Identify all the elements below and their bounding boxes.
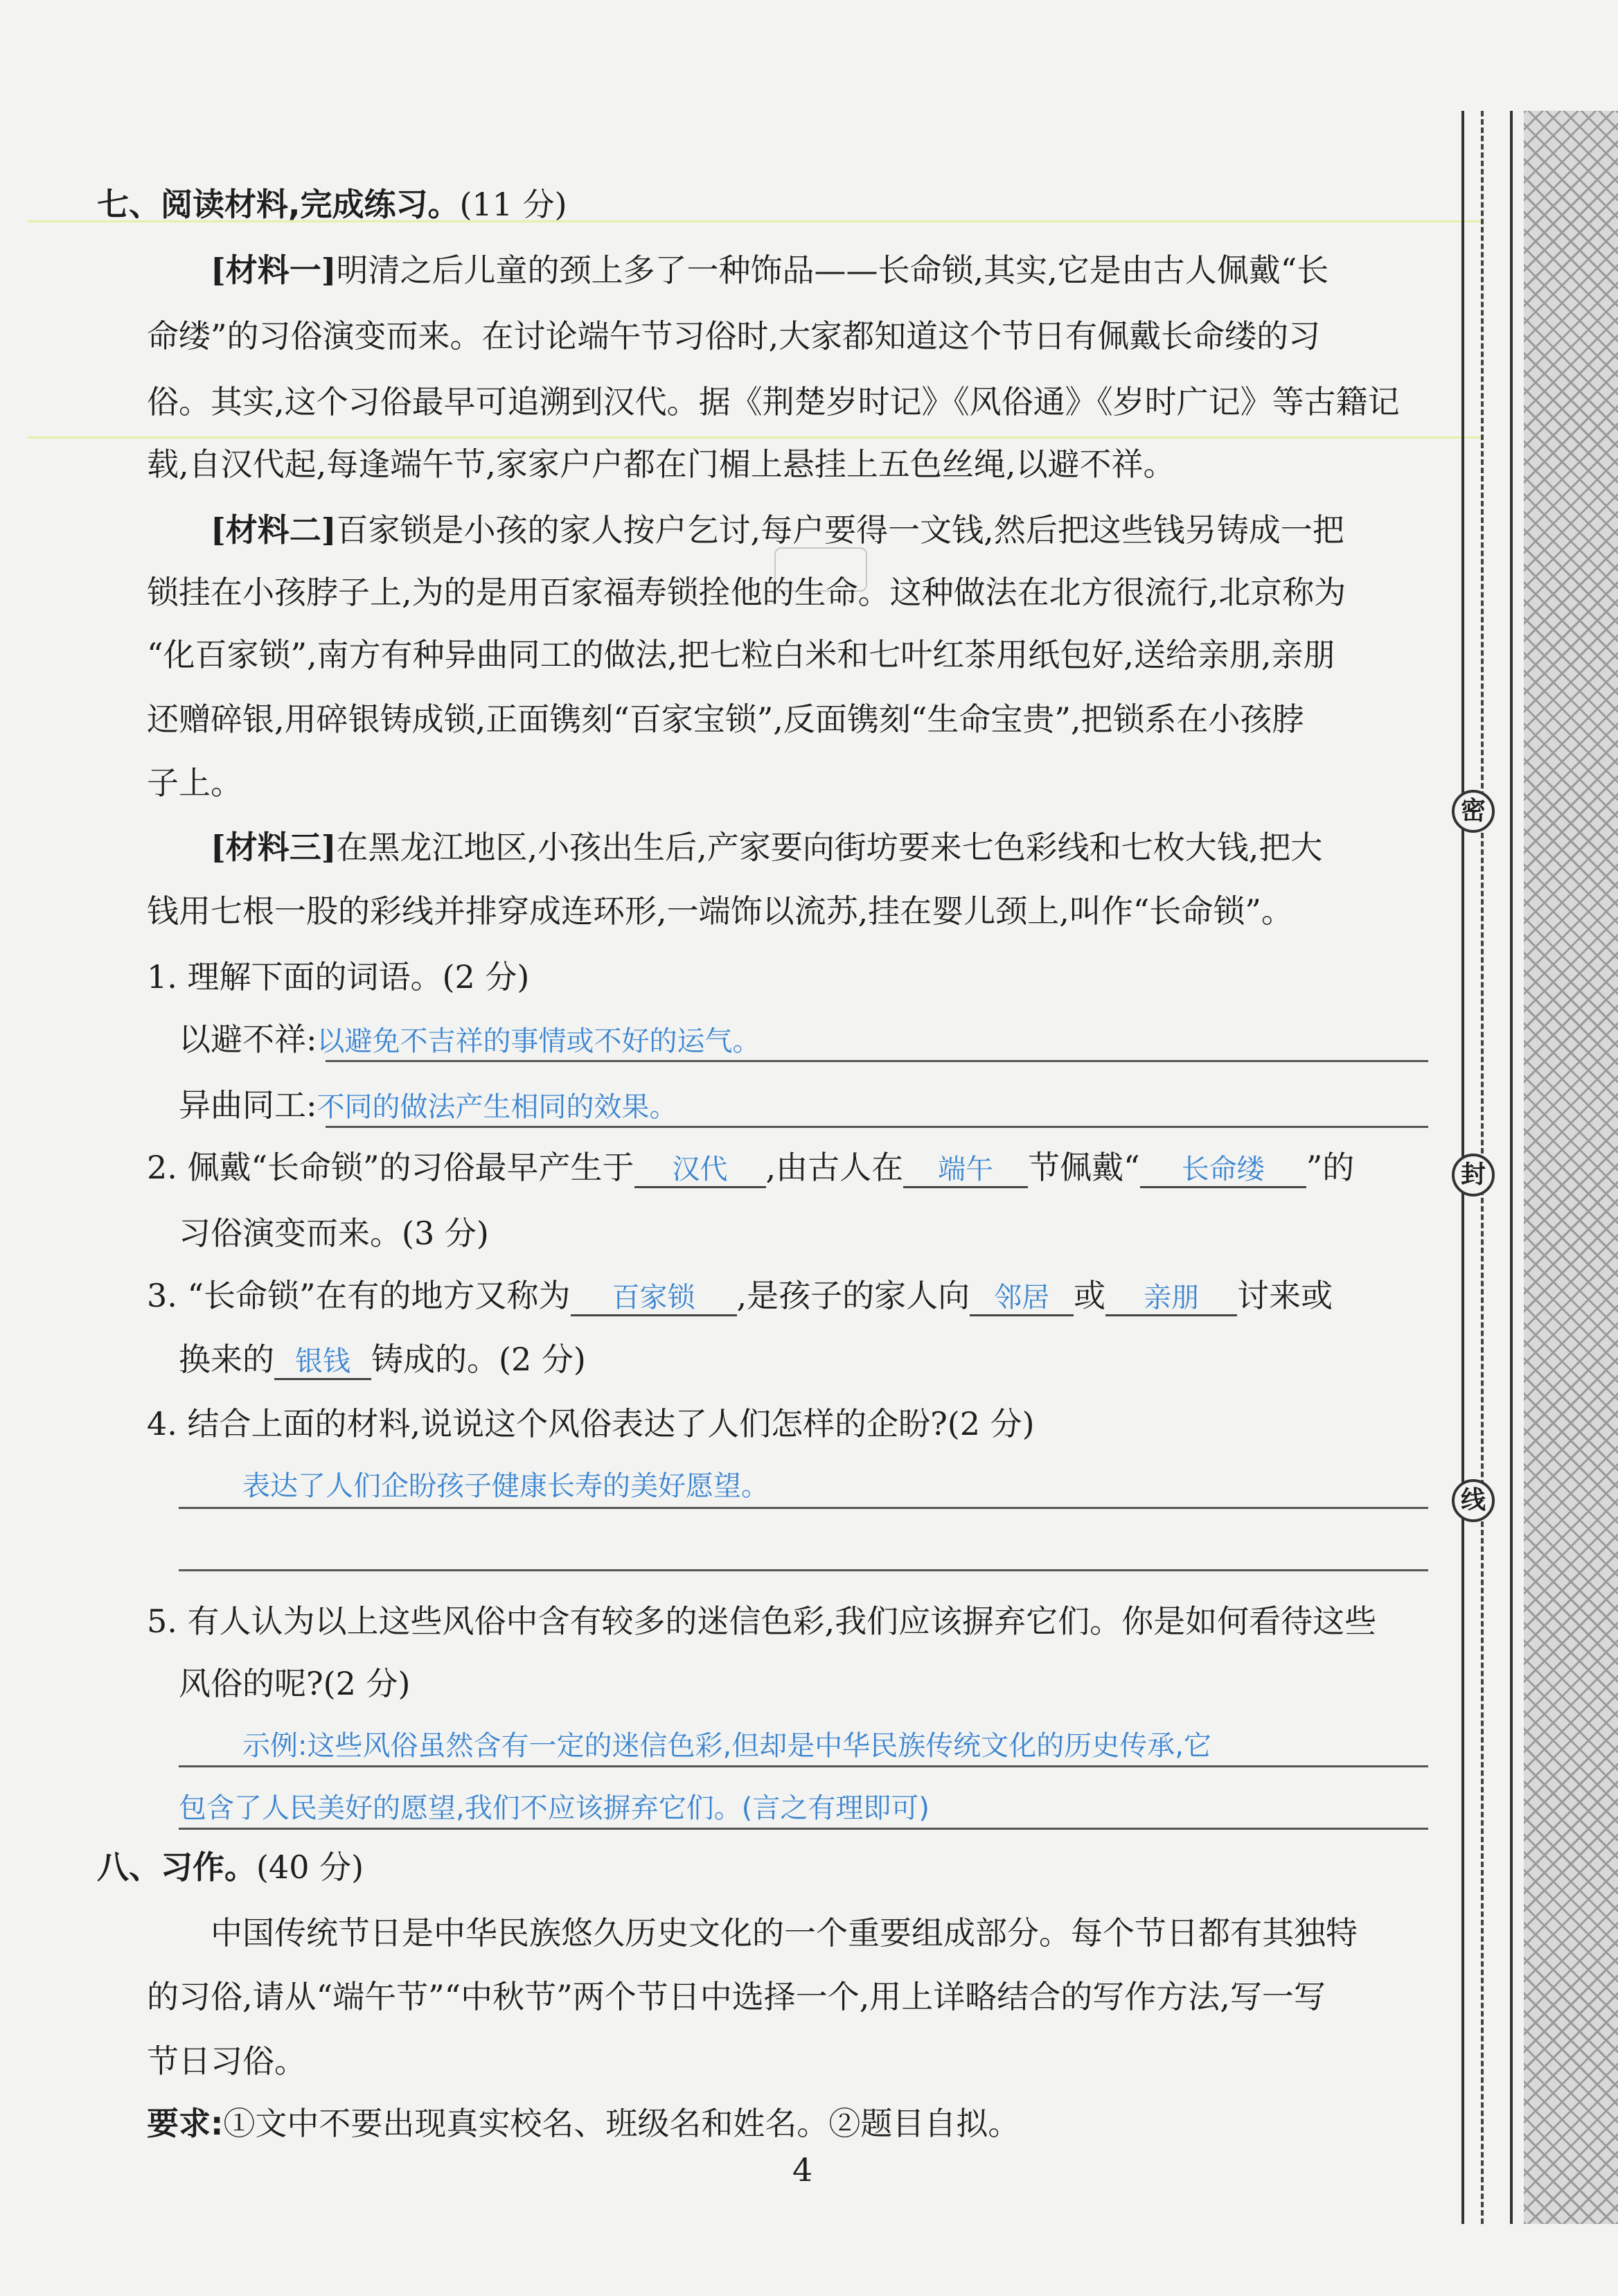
material2-line4: 还赠碎银,用碎银铸成锁,正面镌刻“百家宝锁”,反面镌刻“生命宝贵”,把锁系在小孩脖 [147,700,1304,738]
q5-answer-line1[interactable]: 示例:这些风俗虽然含有一定的迷信色彩,但却是中华民族传统文化的历史传承,它 [242,1730,1211,1762]
section8-line2: 的习俗,请从“端午节”“中秋节”两个节日中选择一个,用上详略结合的写作方法,写一写 [147,1978,1326,2015]
material2-line3: “化百家锁”,南方有种异曲同工的做法,把七粒白米和七叶红茶用纸包好,送给亲朋,亲朋 [147,636,1335,673]
q3-text-6: 铸成的。(2 分) [371,1341,586,1378]
q3-blank-4[interactable]: 银钱 [274,1341,371,1380]
q5-prompt-line1: 5. 有人认为以上这些风俗中含有较多的迷信色彩,我们应该摒弃它们。你是如何看待这些 [147,1602,1377,1640]
section8-line1: 中国传统节日是中华民族悠久历史文化的一个重要组成部分。每个节日都有其独特 [211,1914,1358,1952]
q5-prompt-line2: 风俗的呢?(2 分) [179,1665,411,1702]
q4-line-1 [179,1507,1428,1509]
q1-b-underline [326,1126,1428,1128]
material1-line1 [211,249,1328,291]
material2-tag: [材料二] [211,511,337,549]
seal-xian: 线 [1452,1479,1495,1522]
q2-blank-2[interactable]: 端午 [903,1149,1028,1188]
material1-tag: [材料一] [211,251,337,289]
section8-title: 八、习作。 [97,1848,256,1886]
q3-text-1: 3. “长命锁”在有的地方又称为 [147,1277,571,1314]
q3-text-5: 换来的 [179,1341,274,1378]
section8-score: (40 分) [256,1848,364,1886]
requirement-label: 要求: [147,2105,224,2142]
material2-line5: 子上。 [147,764,242,802]
section8-line3: 节日习俗。 [147,2042,306,2080]
q2-text-3: 节佩戴“ [1028,1149,1140,1186]
q4-line-2 [179,1569,1428,1571]
seal-feng: 封 [1452,1154,1495,1196]
q3-blank-1[interactable]: 百家锁 [571,1277,737,1316]
section8-requirement [147,2103,1020,2144]
seal-mi: 密 [1452,790,1495,833]
q3-text-2: ,是孩子的家人向 [736,1277,970,1314]
material3-tag: [材料三] [211,829,337,866]
material1-line2: 命缕”的习俗演变而来。在讨论端午节习俗时,大家都知道这个节日有佩戴长命缕的习 [147,317,1321,355]
q5-answer-line2[interactable]: 包含了人民美好的愿望,我们不应该摒弃它们。(言之有理即可) [179,1792,930,1824]
material1-line3: 俗。其实,这个习俗最早可追溯到汉代。据《荆楚岁时记》《风俗通》《岁时广记》等古籍记 [147,383,1400,421]
q3-blank-3[interactable]: 亲朋 [1105,1277,1237,1316]
q3-blank-2[interactable]: 邻居 [970,1277,1074,1316]
section7-title: 七、阅读材料,完成练习。 [97,186,460,223]
section8-heading [97,1846,364,1888]
q1-a-underline [326,1060,1428,1062]
material2-line2: 锁挂在小孩脖子上,为的是用百家福寿锁拴他的生命。这种做法在北方很流行,北京称为 [147,574,1346,611]
q1-prompt: 1. 理解下面的词语。(2 分) [147,958,530,996]
q4-prompt: 4. 结合上面的材料,说说这个风俗表达了人们怎样的企盼?(2 分) [147,1405,1035,1442]
q1-a-answer[interactable]: 以避免不吉祥的事情或不好的运气。 [317,1025,761,1057]
q1-b-row [179,1084,677,1128]
q3-text-4: 讨来或 [1237,1277,1333,1314]
material1-text: 明清之后儿童的颈上多了一种饰品——长命锁,其实,它是由古人佩戴“长 [336,251,1329,289]
q2-blank-3[interactable]: 长命缕 [1140,1149,1306,1188]
requirement-text: ①文中不要出现真实校名、班级名和姓名。②题目自拟。 [223,2105,1020,2142]
material2-text: 百家锁是小孩的家人按户乞讨,每户要得一文钱,然后把这些钱另铸成一把 [336,511,1344,549]
q2-row1 [147,1147,1354,1188]
q3-text-3: 或 [1074,1277,1106,1314]
q3-row1 [147,1275,1333,1316]
material3-text: 在黑龙江地区,小孩出生后,产家要向街坊要来七色彩线和七枚大钱,把大 [336,829,1323,866]
q2-blank-1[interactable]: 汉代 [634,1149,766,1188]
q4-answer[interactable]: 表达了人们企盼孩子健康长寿的美好愿望。 [242,1470,769,1502]
binding-edge-line [1510,111,1513,2224]
q5-line-2 [179,1828,1428,1830]
q1-a-label: 以避不祥: [179,1021,317,1058]
material1-line4: 载,自汉代起,每逢端午节,家家户户都在门楣上悬挂上五色丝绳,以避不祥。 [147,445,1175,483]
section7-score: (11 分) [459,186,567,223]
page-number: 4 [792,2151,813,2189]
material2-line1 [211,509,1344,551]
binding-pattern-strip [1524,111,1618,2224]
q2-text-2: ,由古人在 [765,1149,904,1186]
material3-line1 [211,827,1322,868]
material3-line2: 钱用七根一股的彩线并排穿成连环形,一端饰以流苏,挂在婴儿颈上,叫作“长命锁”。 [147,892,1293,930]
q2-row2: 习俗演变而来。(3 分) [179,1215,489,1252]
q2-text-1: 2. 佩戴“长命锁”的习俗最早产生于 [147,1149,634,1186]
q3-row2 [179,1339,586,1380]
highlight-stroke [28,436,1482,439]
q5-line-1 [179,1765,1428,1767]
q1-b-label: 异曲同工: [179,1086,317,1124]
q2-text-4: ”的 [1306,1149,1355,1186]
q1-a-row [179,1018,761,1062]
section7-heading [97,184,567,225]
q1-b-answer[interactable]: 不同的做法产生相同的效果。 [317,1091,677,1123]
